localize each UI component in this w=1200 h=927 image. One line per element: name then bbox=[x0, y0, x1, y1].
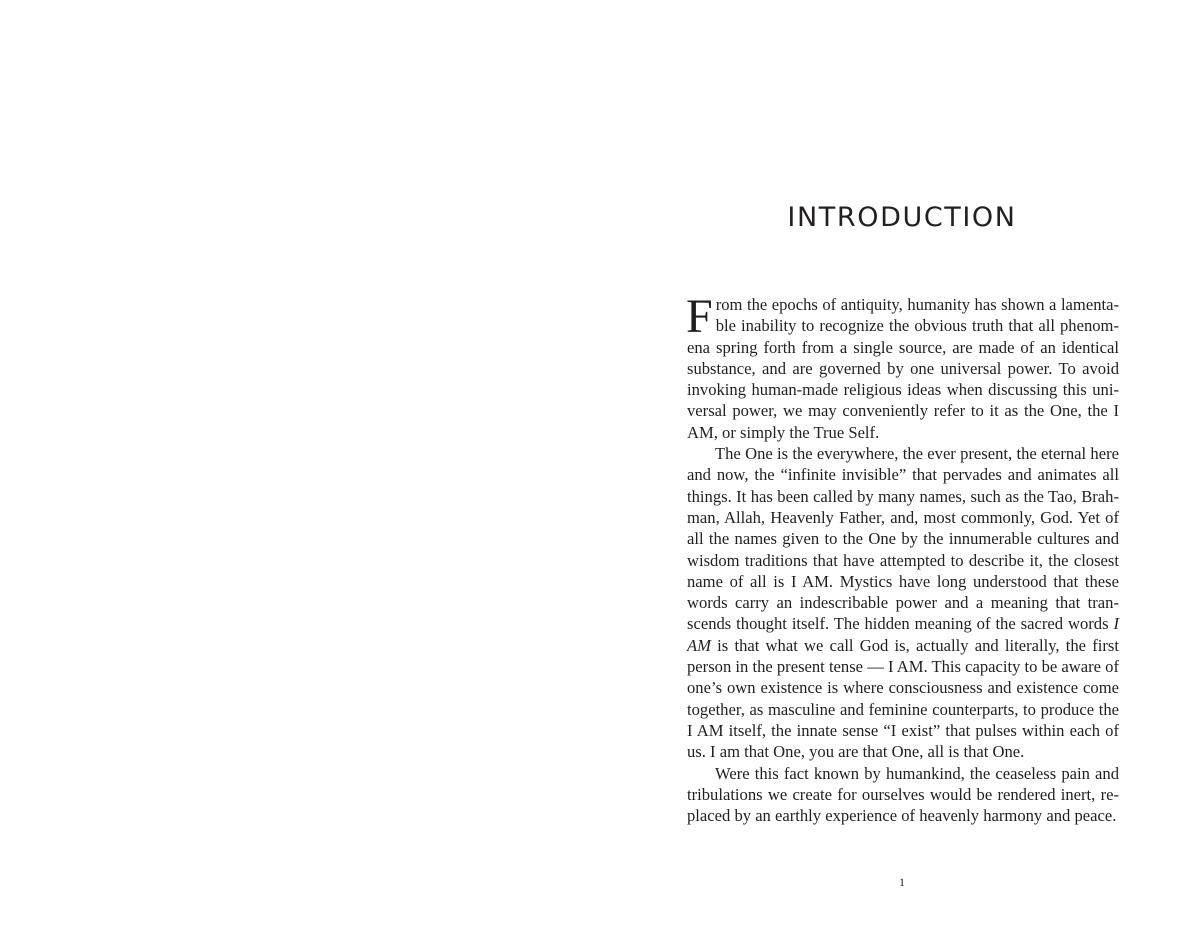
paragraph-2 bbox=[687, 443, 1119, 762]
body-text bbox=[686, 290, 1119, 826]
chapter-title: INTRODUCTION bbox=[787, 202, 1017, 233]
paragraph-1-text: rom the epochs of antiquity, humanity has shown a lamentable inability to recognize the obvious truth that all phenomena spring forth from a single source, are made of an identical substance, and are governed by one universal power. To avoid invoking human-made religious ideas when discussing this universal power, we may conveniently refer to it as the One, the I AM, or simply the True Self. bbox=[687, 295, 1119, 442]
right-page bbox=[600, 0, 1200, 927]
paragraph-1 bbox=[686, 290, 1119, 443]
paragraph-2-text-after-italic: is that what we call God is, actually and literally, the first person in the present tense — I AM. This capacity to be aware of one’s own existence is where consciousness and existence come together, as masculine and feminine counterparts, to produce the I AM itself, the innate sense “I exist” that pulses within each of us. I am that One, you are that One, all is that One. bbox=[687, 635, 1119, 762]
paragraph-2-text-before-italic: The One is the everywhere, the ever present, the eternal here and now, the “infinite invisible” that pervades and animates all things. It has been called by many names, such as the Tao, Brahman, Allah, Heavenly Father, and, most commonly, God. Yet of all the names given to the One by the innumerable cultures and wisdom traditions that have attempted to describe it, the closest name of all is I AM. Mystics have long understood that these words carry an indescribable power and a meaning that transcends thought itself. The hidden meaning of the sacred words bbox=[687, 444, 1119, 634]
paragraph-2-italic-phrase: I AM bbox=[687, 614, 1119, 655]
paragraph-3-text: Were this fact known by humankind, the ceaseless pain and tribulations we create for ourselves would be rendered inert, replaced by an earthly experience of heavenly harmony and peace. bbox=[687, 763, 1119, 826]
page-number: 1 bbox=[899, 875, 905, 889]
drop-cap: F bbox=[686, 290, 713, 343]
paragraph-3 bbox=[687, 763, 1119, 827]
